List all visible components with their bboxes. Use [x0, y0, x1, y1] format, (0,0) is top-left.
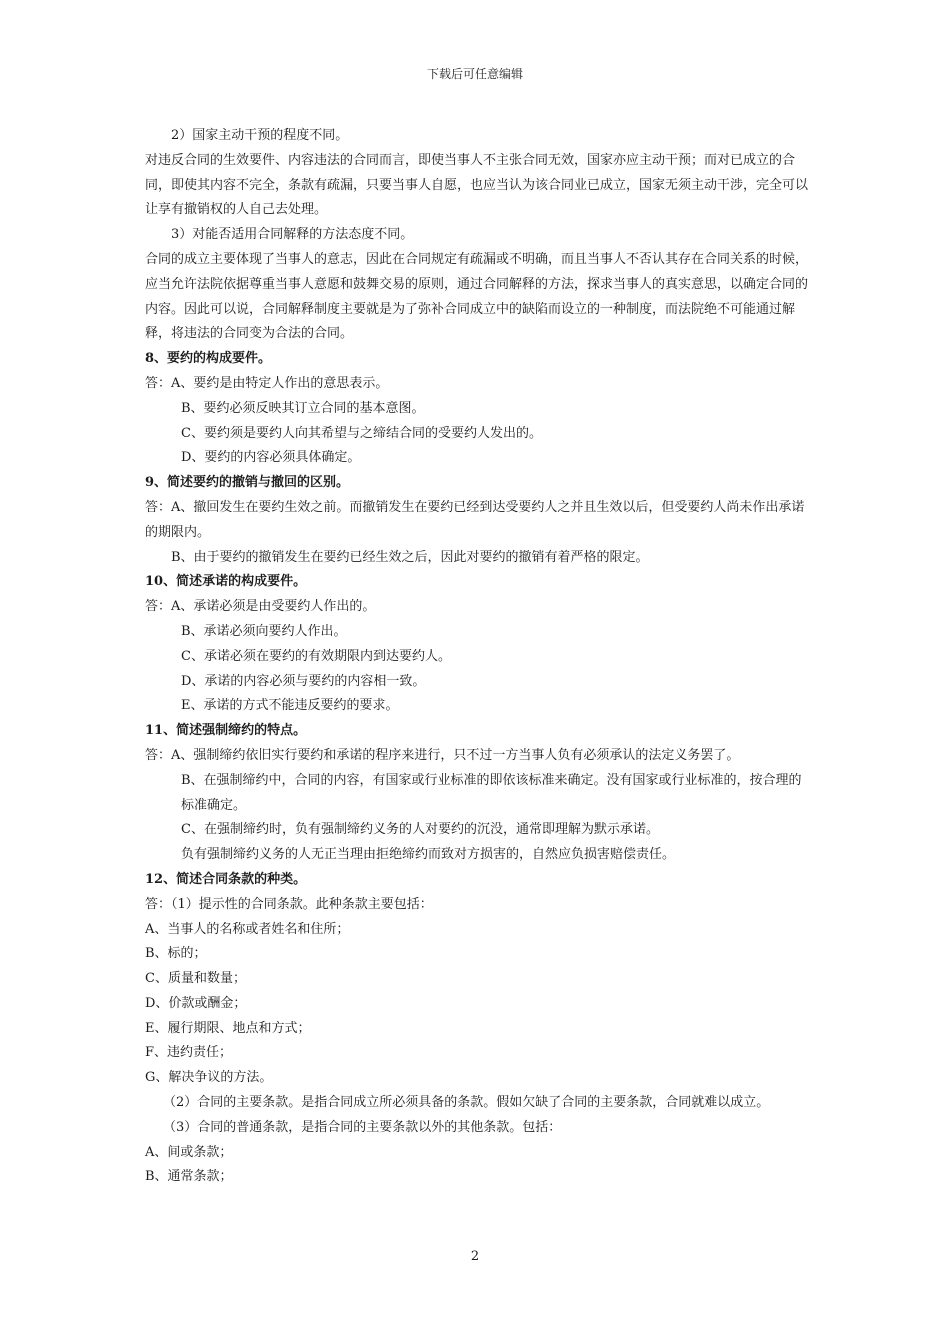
- answer-line: E、承诺的方式不能违反要约的要求。: [181, 698, 399, 714]
- answer-line: B、要约必须反映其订立合同的基本意图。: [181, 400, 425, 416]
- paragraph: 3）对能否适用合同解释的方法态度不同。: [171, 227, 414, 243]
- page-number: 2: [470, 1249, 480, 1264]
- list-item: D、价款或酬金；: [145, 995, 247, 1011]
- answer-line: B、承诺必须向要约人作出。: [181, 623, 347, 639]
- paragraph: 对违反合同的生效要件、内容违法的合同而言，即使当事人不主张合同无效，国家亦应主动干预；而对已成立的合同，即使其内容不完全，条款有疏漏，只要当事人自愿，也应当认为该合同业已成立，国家无须主动干涉，完全可以让享有撤销权的人自己去处理。: [145, 152, 809, 218]
- question-heading: 11、简述强制缔约的特点。: [145, 723, 307, 739]
- list-item: F、违约责任；: [145, 1045, 233, 1061]
- answer-line: D、要约的内容必须具体确定。: [181, 450, 361, 466]
- answer-line: C、承诺必须在要约的有效期限内到达要约人。: [181, 648, 451, 664]
- list-item: A、间或条款；: [145, 1144, 233, 1160]
- answer-line: C、要约须是要约人向其希望与之缔结合同的受要约人发出的。: [181, 425, 542, 441]
- list-item: A、当事人的名称或者姓名和住所；: [145, 921, 350, 937]
- question-heading: 12、简述合同条款的种类。: [145, 871, 307, 887]
- answer-line: 答：A、强制缔约依旧实行要约和承诺的程序来进行，只不过一方当事人负有必须承认的法定义务罢了。: [145, 747, 740, 763]
- document-body: [145, 124, 810, 1190]
- question-heading: 9、简述要约的撤销与撤回的区别。: [145, 475, 350, 491]
- answer-line: C、在强制缔约时，负有强制缔约义务的人对要约的沉没，通常即理解为默示承诺。: [181, 822, 659, 838]
- page-header: 下载后可任意编辑: [426, 67, 523, 81]
- answer-line: （3）合同的普通条款，是指合同的主要条款以外的其他条款。包括：: [163, 1119, 562, 1135]
- answer-line: 负有强制缔约义务的人无正当理由拒绝缔约而致对方损害的，自然应负损害赔偿责任。: [181, 847, 676, 863]
- answer-line: 答：（1）提示性的合同条款。此种条款主要包括：: [145, 896, 433, 912]
- answer-line: B、由于要约的撤销发生在要约已经生效之后，因此对要约的撤销有着严格的限定。: [171, 549, 649, 565]
- paragraph: 2）国家主动干预的程度不同。: [171, 128, 349, 143]
- answer-line: 答：A、撤回发生在要约生效之前。而撤销发生在要约已经到达受要约人之并且生效以后，但受要约人尚未作出承诺的期限内。: [145, 499, 805, 540]
- list-item: B、标的；: [145, 946, 207, 962]
- list-item: G、解决争议的方法。: [145, 1070, 273, 1086]
- answer-line: 答：A、要约是由特定人作出的意思表示。: [145, 375, 389, 391]
- list-item: B、通常条款；: [145, 1169, 233, 1185]
- question-heading: 10、简述承诺的构成要件。: [145, 574, 307, 590]
- list-item: E、履行期限、地点和方式；: [145, 1020, 311, 1036]
- answer-line: 答：A、承诺必须是由受要约人作出的。: [145, 599, 376, 615]
- answer-line: D、承诺的内容必须与要约的内容相一致。: [181, 673, 426, 689]
- paragraph: 合同的成立主要体现了当事人的意志，因此在合同规定有疏漏或不明确，而且当事人不否认其存在合同关系的时候，应当允许法院依据尊重当事人意愿和鼓舞交易的原则，通过合同解释的方法，探求当事人的真实意思，以确定合同的内容。因此可以说，合同解释制度主要就是为了弥补合同成立中的缺陷而设立的一种制度，而法院绝不可能通过解释，将违法的合同变为合法的合同。: [145, 251, 809, 342]
- answer-line: （2）合同的主要条款。是指合同成立所必须具备的条款。假如欠缺了合同的主要条款，合同就难以成立。: [163, 1095, 770, 1111]
- list-item: C、质量和数量；: [145, 971, 246, 987]
- question-heading: 8、要约的构成要件。: [145, 351, 272, 367]
- answer-line: B、在强制缔约中，合同的内容，有国家或行业标准的即依该标准来确定。没有国家或行业标准的，按合理的标准确定。: [181, 772, 802, 813]
